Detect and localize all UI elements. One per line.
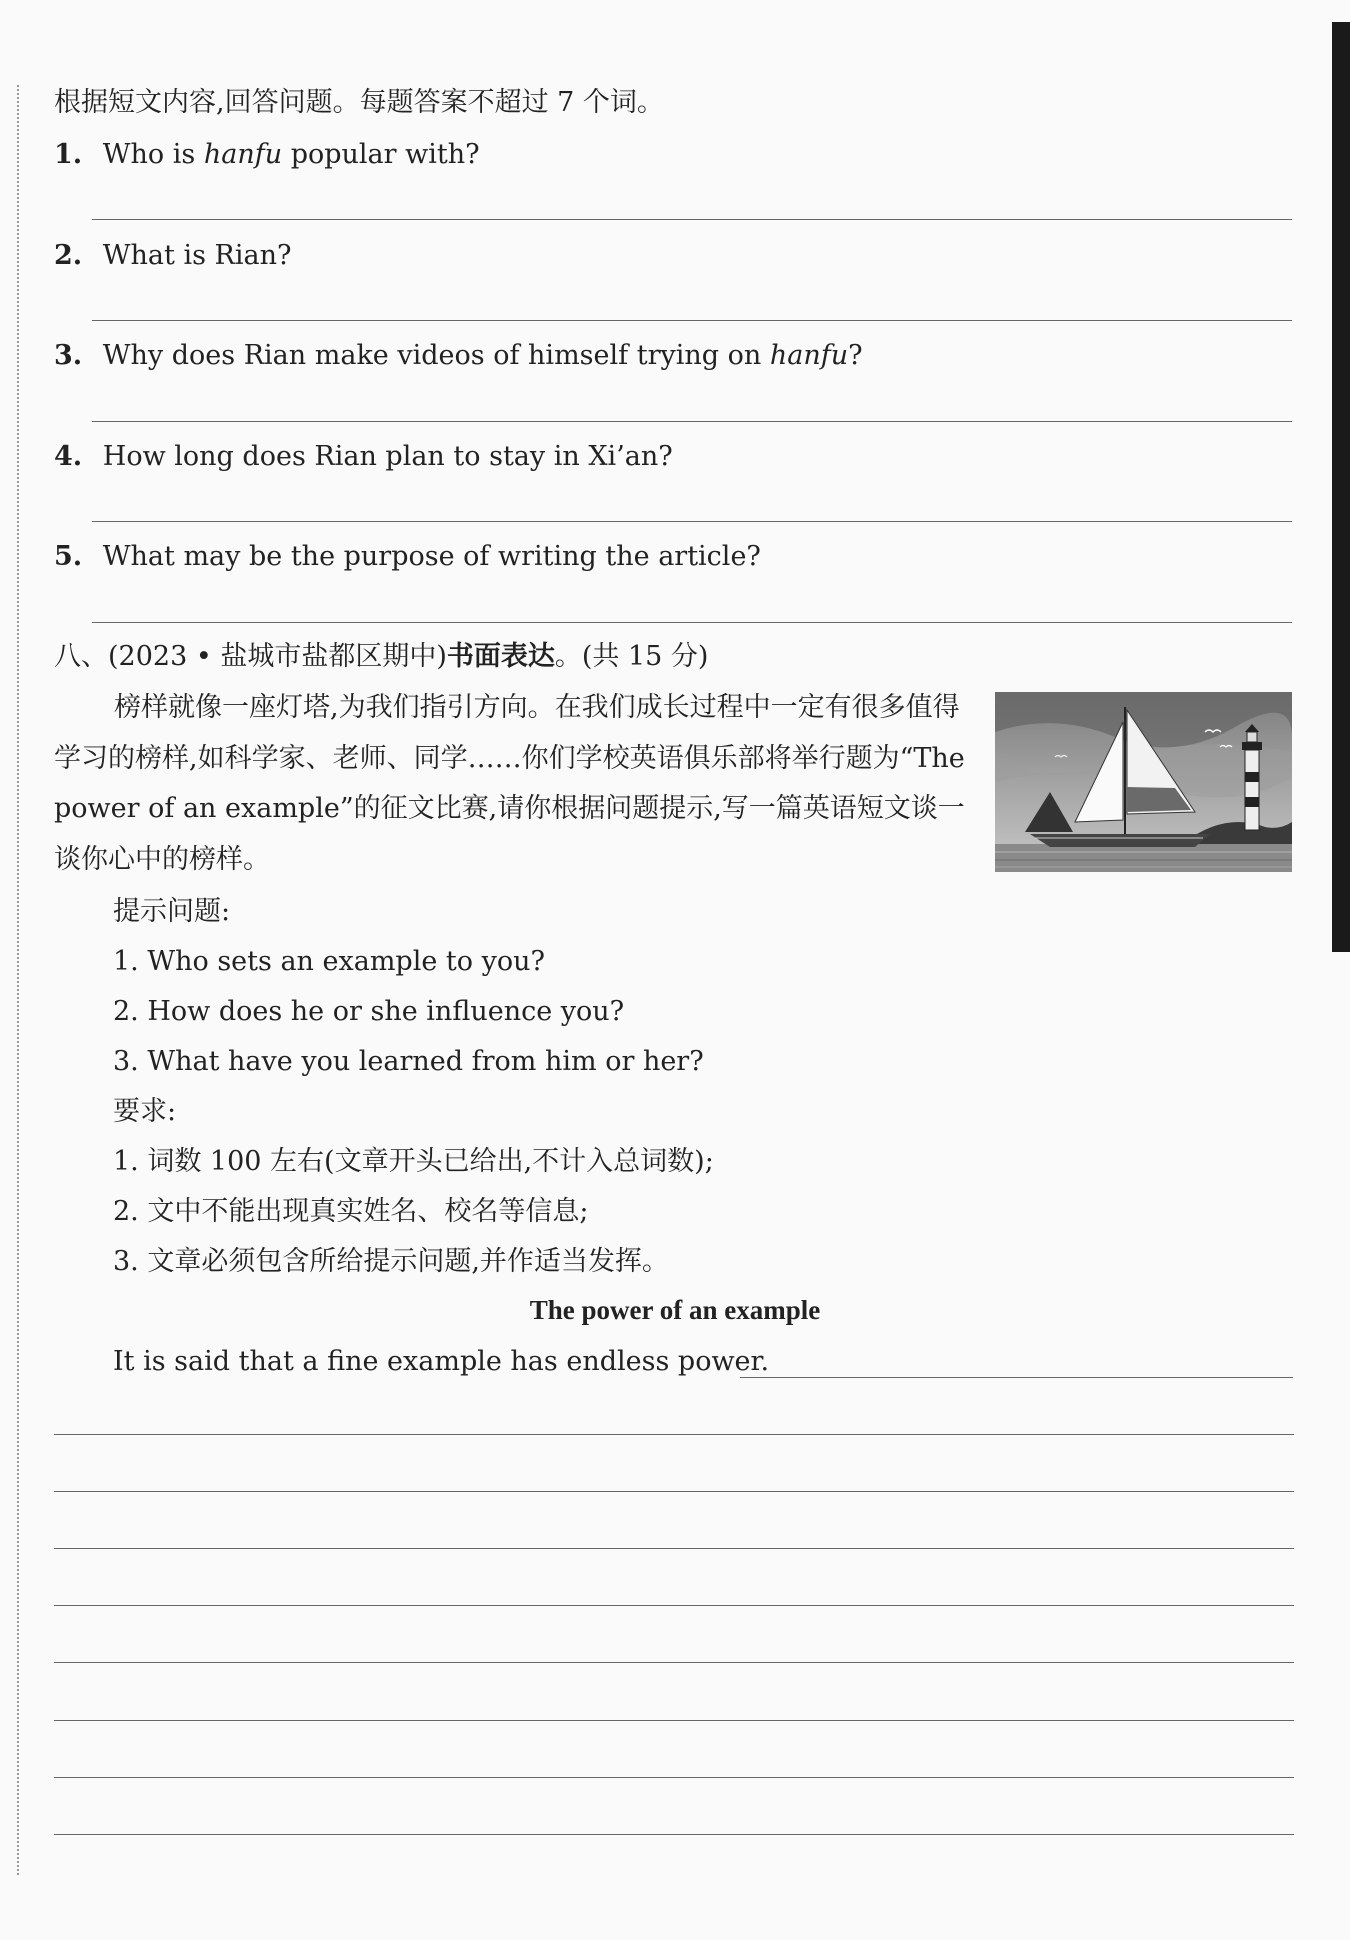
writing-line[interactable] xyxy=(54,1720,1294,1721)
requirement-item: 2. 文中不能出现真实姓名、校名等信息; xyxy=(113,1196,589,1227)
scan-edge-bar xyxy=(1332,22,1350,952)
requirements-label: 要求: xyxy=(113,1096,177,1127)
answer-line-1[interactable] xyxy=(92,219,1292,220)
question-5: 5. What may be the purpose of writing the article? xyxy=(54,541,761,572)
writing-line[interactable] xyxy=(54,1434,1294,1435)
writing-intro-paragraph: 榜样就像一座灯塔,为我们指引方向。在我们成长过程中一定有很多值得学习的榜样,如科学家、老师、同学……你们学校英语俱乐部将举行题为“The power of an example”的征文比赛,请你根据问题提示,写一篇英语短文谈一谈你心中的榜样。 xyxy=(54,692,965,875)
prompt-item: 3. What have you learned from him or her? xyxy=(113,1046,704,1077)
prompt-item: 2. How does he or she influence you? xyxy=(113,996,625,1027)
answer-line-2[interactable] xyxy=(92,320,1292,321)
writing-line[interactable] xyxy=(54,1777,1294,1778)
question-1: 1. Who is hanfu popular with? xyxy=(54,139,480,170)
writing-line[interactable] xyxy=(54,1491,1294,1492)
prompts-label: 提示问题: xyxy=(113,896,231,927)
writing-line[interactable] xyxy=(54,1605,1294,1606)
question-4: 4. How long does Rian plan to stay in Xi’an? xyxy=(54,441,673,472)
essay-title: The power of an example xyxy=(529,1295,821,1325)
question-3: 3. Why does Rian make videos of himself trying on hanfu? xyxy=(54,340,863,371)
essay-opening-sentence: It is said that a fine example has endless power. xyxy=(113,1346,770,1377)
requirement-item: 1. 词数 100 左右(文章开头已给出,不计入总词数); xyxy=(113,1146,714,1177)
answer-line-3[interactable] xyxy=(92,421,1292,422)
answer-line-5[interactable] xyxy=(92,622,1292,623)
requirement-item: 3. 文章必须包含所给提示问题,并作适当发挥。 xyxy=(113,1246,669,1277)
binding-margin-line xyxy=(17,85,19,1875)
reading-instruction: 根据短文内容,回答问题。每题答案不超过 7 个词。 xyxy=(54,87,664,118)
writing-line[interactable] xyxy=(54,1834,1294,1835)
writing-line[interactable] xyxy=(740,1377,1293,1378)
prompt-item: 1. Who sets an example to you? xyxy=(113,946,545,977)
question-2: 2. What is Rian? xyxy=(54,240,292,271)
sailboat-lighthouse-illustration xyxy=(995,692,1292,872)
writing-line[interactable] xyxy=(54,1548,1294,1549)
answer-line-4[interactable] xyxy=(92,521,1292,522)
writing-line[interactable] xyxy=(54,1662,1294,1663)
section-heading: 八、(2023 • 盐城市盐都区期中)书面表达。(共 15 分) xyxy=(54,641,709,672)
